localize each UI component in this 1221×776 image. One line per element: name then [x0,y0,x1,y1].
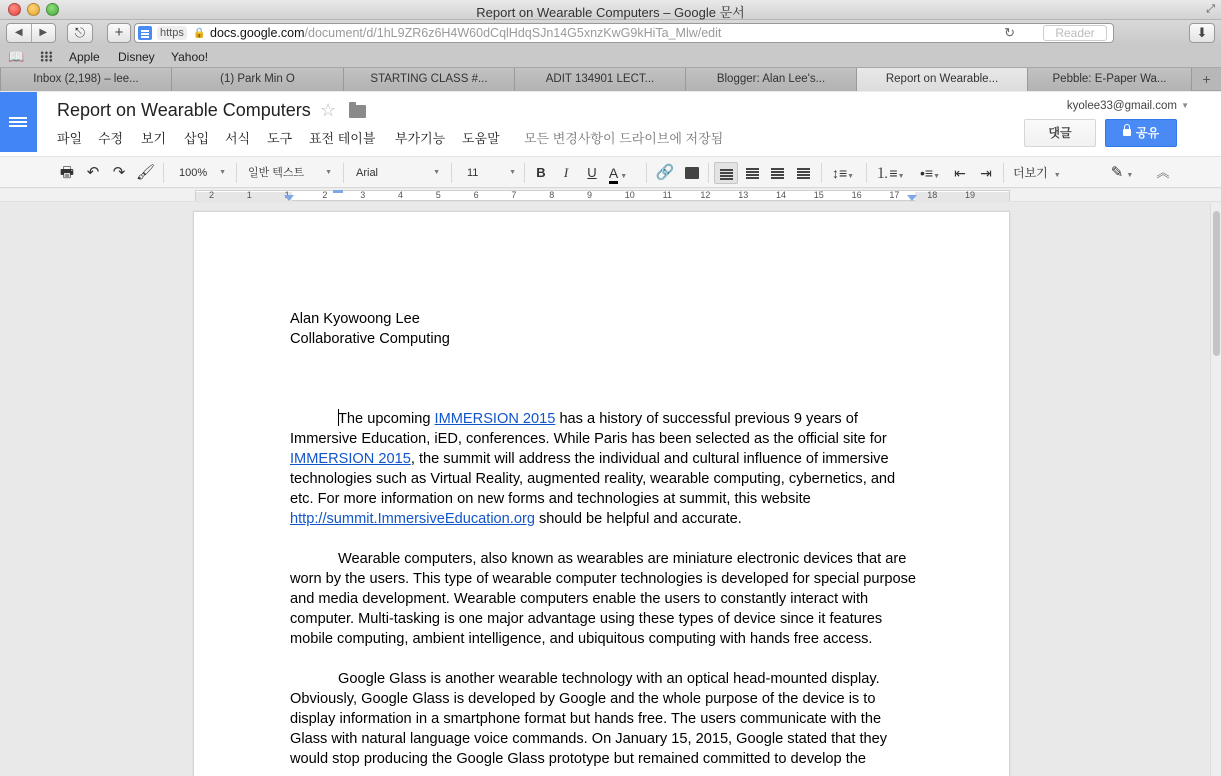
document-page[interactable] [193,211,1010,776]
bookmarks-bar [0,46,1221,67]
browser-tab[interactable]: (1) Park Min O [171,68,343,91]
print-icon[interactable]: 🖶 [59,164,75,181]
chevron-down-icon: ▼ [509,169,516,176]
align-center-icon [746,168,759,179]
numbered-list-button[interactable] [872,162,908,184]
italic-button[interactable]: I [563,165,569,180]
chevron-down-icon: ▼ [620,173,628,180]
browser-tab[interactable]: Inbox (2,198) – lee... [0,68,171,91]
zoom-value: 100% [179,167,208,179]
chevron-down-icon: ▼ [325,169,332,176]
document-canvas [0,203,1210,776]
browser-tab[interactable]: Pebble: E-Paper Wa... [1027,68,1191,91]
paragraph-style-select[interactable] [240,162,336,184]
ruler-number: 1 [284,190,290,200]
menu-file[interactable]: 파일 [57,131,83,146]
pencil-icon: ✎ [1110,164,1124,181]
toolbar-divider [524,163,525,183]
paragraph-1 [290,409,916,529]
editing-mode-button[interactable] [1104,162,1140,184]
window-titlebar [0,0,1221,20]
font-size-select[interactable] [458,162,520,184]
fullscreen-icon[interactable]: ⤢ [1206,3,1215,15]
chevron-down-icon: ▼ [897,173,905,180]
ruler-number: 2 [209,190,215,200]
decrease-indent-icon: ⇤ [954,165,966,181]
lock-icon: 🔒 [193,28,206,39]
text-color-label: A [609,165,618,184]
justify-button[interactable] [792,162,814,184]
paragraph-text: , the summit will address the individual and cultural influence of immersive technologies such as Virtual Reality, augmented reality, wearable computing, cybernetics, and etc. For more information on new forms and technologies at summit, this website [290,451,896,507]
bulleted-list-icon: •≡ [919,165,934,181]
zoom-select[interactable] [170,162,230,184]
star-icon[interactable]: ☆ [320,100,337,120]
save-status[interactable]: 모든 변경사항이 드라이브에 저장됨 [524,131,724,146]
toolbar-divider [1003,163,1004,183]
document-title[interactable]: Report on Wearable Computers [57,100,311,120]
left-indent-marker[interactable] [284,195,294,201]
ruler-number: 7 [511,190,517,200]
ruler [0,189,1221,202]
immersion-link[interactable]: IMMERSION 2015 [434,411,556,427]
line-spacing-icon: ↕≡ [831,165,848,181]
paragraph-2: Wearable computers, also known as wearables are miniature electronic devices that are worn by the users. This type of wearable computer technologies is developed for special purpose and media development. Wearable computers enable the users to constantly interact with computer. Multi-tasking is one major advantage using these types of device since it features mobile computing, ambient intelligence, and ubiquitous computing with hands free access. [290,551,916,647]
vertical-scrollbar[interactable] [1210,203,1221,776]
docs-header [0,92,1221,156]
chevron-down-icon: ▼ [219,169,226,176]
align-left-button[interactable] [714,162,738,184]
ruler-number: 10 [624,190,635,200]
share-page-button[interactable] [67,23,93,43]
downloads-button[interactable] [1189,23,1215,43]
ruler-number: 9 [587,190,593,200]
ruler-number: 17 [889,190,900,200]
ruler-number: 19 [965,190,976,200]
paragraph-text: should be helpful and accurate. [534,511,742,527]
toolbar-divider [451,163,452,183]
align-left-icon [720,169,733,180]
undo-icon[interactable]: ↶ [86,164,100,181]
menu-format[interactable]: 서식 [225,131,251,146]
course-line: Collaborative Computing [290,331,450,347]
toolbar-divider [236,163,237,183]
bookmark-disney[interactable]: Disney [118,50,155,64]
immersion-link[interactable]: IMMERSION 2015 [290,451,411,467]
https-badge: https [157,26,187,40]
browser-toolbar [0,20,1221,46]
toolbar-divider [708,163,709,183]
ruler-number: 3 [360,190,366,200]
toolbar-divider [163,163,164,183]
address-bar[interactable] [134,23,1114,43]
decrease-indent-button[interactable] [949,162,971,184]
menu-view[interactable]: 보기 [141,131,167,146]
increase-indent-button[interactable] [975,162,997,184]
back-forward-buttons [6,23,56,43]
ruler-number: 6 [473,190,479,200]
style-value: 일반 텍스트 [248,167,305,179]
align-center-button[interactable] [741,162,763,184]
more-label: 더보기 [1013,166,1048,180]
bookmark-apple[interactable]: Apple [69,50,100,64]
reader-button[interactable]: Reader [1043,25,1107,41]
toolbar-divider [343,163,344,183]
lock-icon [1123,129,1131,136]
browser-tab[interactable]: Blogger: Alan Lee's... [685,68,856,91]
folder-icon[interactable] [349,105,366,118]
link-icon[interactable]: 🔗 [655,164,675,181]
more-button[interactable] [1010,162,1070,184]
menu-edit[interactable]: 수정 [98,131,124,146]
back-icon[interactable]: ◀ [7,24,32,42]
browser-tab[interactable]: ADIT 134901 LECT... [514,68,685,91]
download-icon: ⬇ [1196,25,1208,40]
font-value: Arial [356,167,379,179]
paragraph-text: The upcoming [338,411,435,427]
url-path: /document/d/1hL9ZR6z6H4W60dCqlHdqSJn14G5xnzKwG9kHiTa_Mlw/edit [304,26,722,40]
numbered-list-icon: ⒈≡ [875,165,898,181]
chevron-down-icon: ▼ [433,169,440,176]
ruler-bar[interactable] [195,190,1010,201]
ruler-number: 5 [435,190,441,200]
menu-tools[interactable]: 도구 [267,131,293,146]
browser-tab[interactable]: STARTING CLASS #... [343,68,514,91]
comments-button[interactable]: 댓글 [1024,119,1096,147]
browser-tab-active[interactable]: Report on Wearable... [856,68,1027,91]
document-body[interactable] [290,309,916,769]
new-tab-button[interactable]: + [1191,68,1221,91]
url-text[interactable] [210,24,721,42]
ruler-number: 13 [738,190,749,200]
ruler-number: 8 [549,190,555,200]
collapse-menus-icon[interactable]: ︽ [1156,165,1170,180]
editing-toolbar [0,156,1221,188]
menu-help[interactable]: 도움말 [462,131,500,146]
plus-icon: + [114,24,124,41]
share-button[interactable] [1105,119,1177,147]
font-select[interactable] [348,162,444,184]
top-sites-grid-icon[interactable] [40,51,53,62]
line-spacing-button[interactable] [826,162,860,184]
share-label: 공유 [1135,126,1160,140]
url-host: docs.google.com [210,26,305,40]
ruler-number: 16 [851,190,862,200]
ruler-number: 15 [813,190,824,200]
toolbar-divider [866,163,867,183]
scrollbar-thumb[interactable] [1213,211,1220,356]
paint-format-icon[interactable]: 🖌 [136,164,156,181]
chevron-down-icon: ▼ [1126,172,1134,179]
text-color-button[interactable] [606,162,630,184]
forward-icon[interactable]: ▶ [39,27,48,38]
add-bookmark-button[interactable] [107,23,131,43]
menu-addons[interactable]: 부가기능 [395,131,446,146]
docs-home-icon[interactable] [0,92,37,152]
menu-table[interactable]: 표전 테이블 [309,131,376,146]
font-size-value: 11 [467,167,479,179]
bold-button[interactable]: B [536,165,546,180]
chevron-down-icon: ▼ [847,173,855,180]
toolbar-divider [646,163,647,183]
justify-icon [797,168,810,179]
menu-insert[interactable]: 삽입 [184,131,210,146]
underline-button[interactable]: U [587,165,597,180]
ruler-number: 1 [246,190,252,200]
share-icon: ⎋ [74,25,86,40]
chevron-down-icon: ▼ [1053,172,1061,179]
reload-icon[interactable]: ↻ [1004,25,1015,40]
ruler-number: 4 [398,190,404,200]
comment-icon[interactable] [682,162,702,184]
increase-indent-icon: ⇥ [980,165,992,181]
paragraph-3: Google Glass is another wearable technology with an optical head-mounted display. Obviously, Google Glass is developed by Google and the whole purpose of the device is to display information in a smartphone format but hands free. The users communicate with the Glass with natural language voice commands. On January 15, 2015, Google stated that they would stop producing the Google Glass prototype but remained committed to develop the [290,671,888,767]
ruler-number: 12 [700,190,711,200]
redo-icon[interactable]: ↷ [112,164,126,181]
author-line: Alan Kyowoong Lee [290,311,420,327]
ruler-number: 11 [662,190,672,200]
account-email[interactable]: kyolee33@gmail.com [1066,100,1177,112]
first-line-indent-marker[interactable] [333,190,343,193]
paragraph-text: has a history of successful previous 9 years of Immersive Education, iED, conferences. While Paris has been selected as the official site for [290,411,887,447]
bulleted-list-button[interactable] [912,162,948,184]
right-indent-marker[interactable] [907,195,917,201]
summit-url-link[interactable]: http://summit.ImmersiveEducation.org [290,511,535,527]
toolbar-divider [821,163,822,183]
browser-tab-bar [0,67,1221,91]
bookmark-yahoo[interactable]: Yahoo! [171,50,209,64]
ruler-number: 2 [322,190,328,200]
align-right-button[interactable] [766,162,788,184]
reading-list-icon[interactable]: 📖 [8,49,25,64]
google-docs-favicon-icon [138,26,152,40]
window-title: Report on Wearable Computers – Google 문서 [476,5,745,20]
chevron-down-icon[interactable]: ▼ [1181,101,1189,110]
ruler-number: 18 [927,190,938,200]
align-right-icon [771,168,784,179]
chevron-down-icon: ▼ [933,173,940,180]
ruler-number: 14 [776,190,787,200]
